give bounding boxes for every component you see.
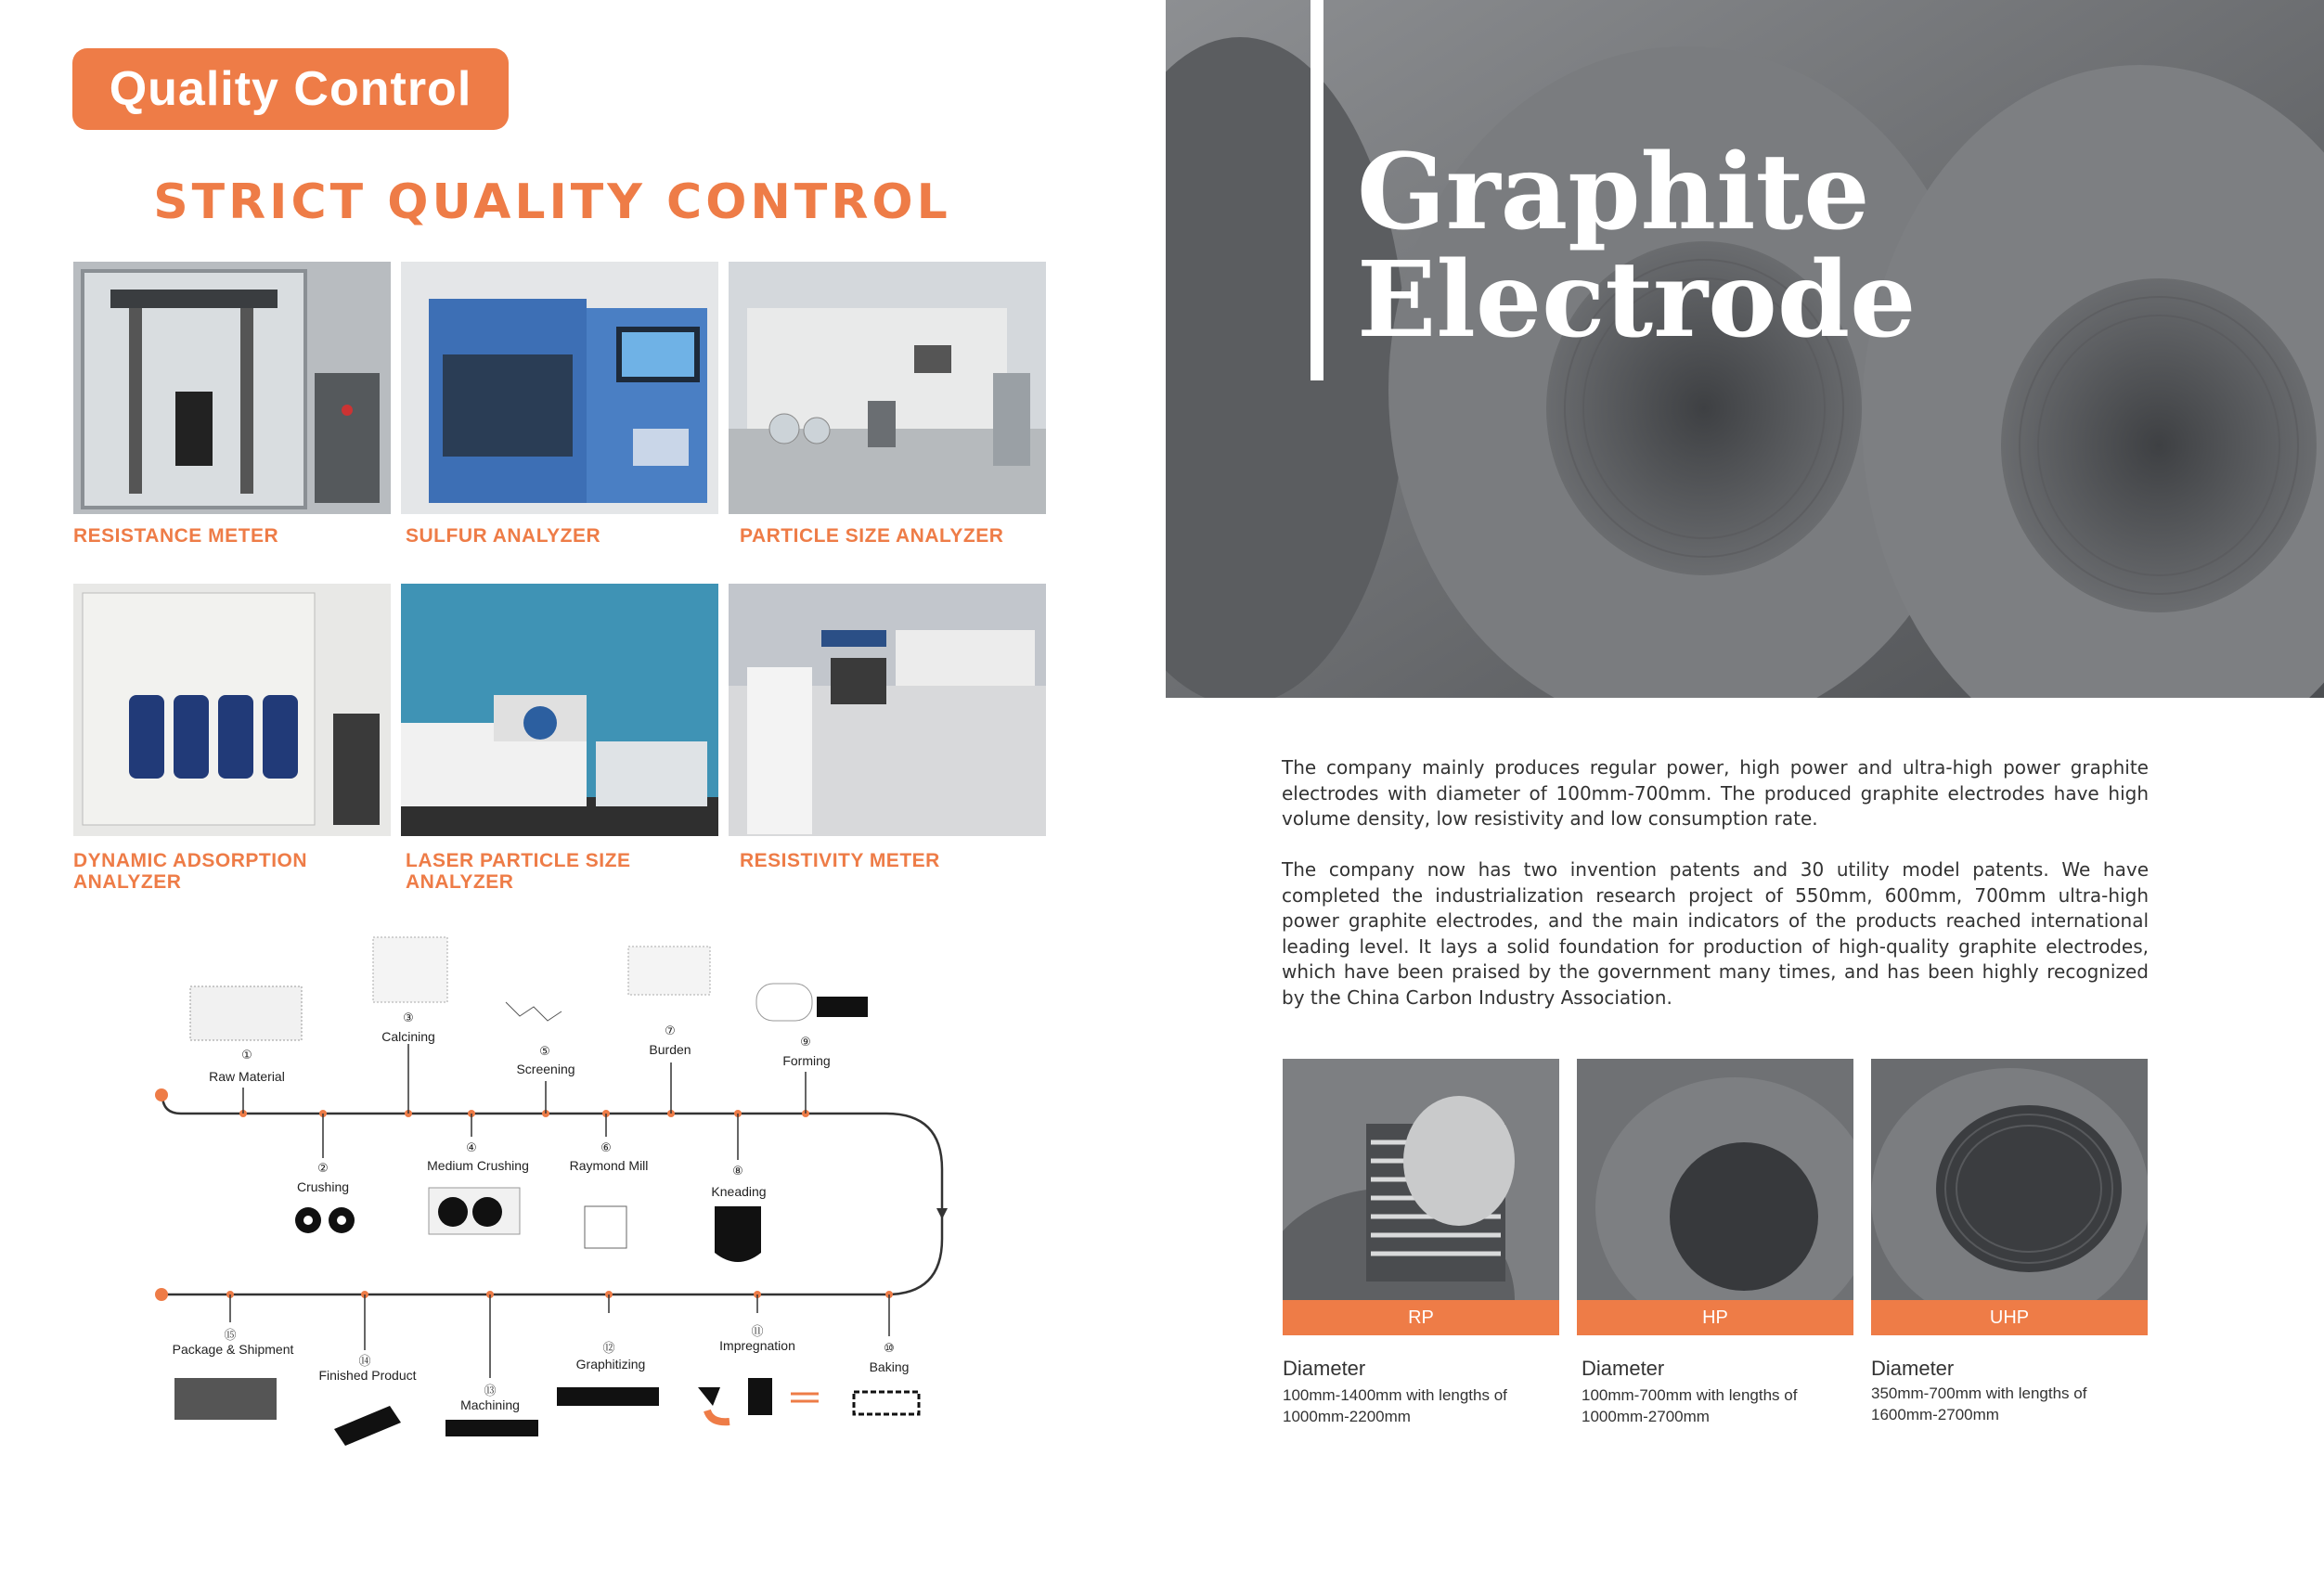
equipment-label: LASER PARTICLE SIZE ANALYZER bbox=[406, 850, 631, 893]
type-diameter-desc: 100mm-700mm with lengths of 1000mm-2700mm bbox=[1582, 1386, 1798, 1425]
step-label: Baking bbox=[869, 1359, 910, 1374]
step-label: Impregnation bbox=[719, 1338, 795, 1353]
step-label: Screening bbox=[516, 1062, 575, 1076]
step-number: ⑫ bbox=[602, 1342, 615, 1356]
equipment-label: RESISTANCE METER bbox=[73, 525, 279, 547]
section-badge: Quality Control bbox=[72, 48, 509, 130]
step-label: Burden bbox=[649, 1042, 691, 1057]
type-diameter-heading: Diameter bbox=[1582, 1357, 1665, 1380]
rp-electrode-photo bbox=[1283, 1059, 1559, 1300]
hero-title-line-1: Graphite bbox=[1357, 132, 1870, 253]
step-label: Raymond Mill bbox=[569, 1158, 649, 1173]
step-number: ⑦ bbox=[665, 1024, 676, 1038]
step-number: ⑨ bbox=[800, 1036, 811, 1050]
step-label: Raw Material bbox=[209, 1069, 285, 1084]
step-number: ① bbox=[241, 1049, 252, 1062]
type-diameter-heading: Diameter bbox=[1283, 1357, 1366, 1380]
hero-title bbox=[1357, 132, 1917, 361]
step-number: ⑤ bbox=[539, 1045, 550, 1059]
equipment-label: RESISTIVITY METER bbox=[740, 850, 940, 871]
step-number: ⑪ bbox=[751, 1325, 764, 1339]
step-number: ④ bbox=[466, 1141, 477, 1155]
hero-accent-bar bbox=[1310, 0, 1323, 380]
step-label: Graphitizing bbox=[575, 1357, 646, 1372]
step-number: ⑬ bbox=[484, 1384, 497, 1398]
step-label: Kneading bbox=[711, 1184, 767, 1199]
step-label: Finished Product bbox=[318, 1368, 417, 1383]
hero-title-line-2: Electrode bbox=[1357, 239, 1917, 361]
step-number: ③ bbox=[403, 1011, 414, 1025]
step-label: Calcining bbox=[381, 1029, 435, 1044]
equipment-label: PARTICLE SIZE ANALYZER bbox=[740, 525, 1004, 547]
uhp-electrode-photo bbox=[1871, 1059, 2148, 1300]
step-label: Machining bbox=[460, 1397, 520, 1412]
type-diameter-desc: 350mm-700mm with lengths of 1600mm-2700mm bbox=[1871, 1384, 2087, 1423]
step-number: ② bbox=[317, 1162, 329, 1176]
type-label-hp: HP bbox=[1577, 1300, 1853, 1335]
step-number: ⑮ bbox=[224, 1329, 237, 1343]
page-title: STRICT QUALITY CONTROL bbox=[153, 174, 951, 230]
type-diameter-heading: Diameter bbox=[1871, 1357, 1955, 1380]
patents-paragraph: The company now has two invention patents and 30 utility model patents. We have completed the industrialization research project of 550mm, 600mm, 700mm ultra-high power graphite electrodes, and the main indicators of the products reached international leading level. It lays a solid foundation for production of high-quality graphite electrodes, which have been praised by the government many times, and has been highly recognized by the China Carbon Industry Association. bbox=[1282, 858, 2149, 1009]
step-label: Crushing bbox=[296, 1179, 350, 1194]
step-number: ⑥ bbox=[600, 1141, 612, 1155]
hp-electrode-photo bbox=[1577, 1059, 1853, 1300]
type-diameter-desc: 100mm-1400mm with lengths of 1000mm-2200mm bbox=[1283, 1386, 1507, 1425]
step-label: Forming bbox=[782, 1053, 831, 1068]
step-label: Package & Shipment bbox=[172, 1342, 294, 1357]
type-label-uhp: UHP bbox=[1871, 1300, 2148, 1335]
process-flow-lines bbox=[0, 0, 1021, 1584]
step-number: ⑩ bbox=[884, 1342, 895, 1356]
intro-paragraph: The company mainly produces regular power, high power and ultra-high power graphite electrodes with diameter of 100mm-700mm. The produced graphite electrodes have high volume density, low resistivity and low consumption rate. bbox=[1282, 756, 2149, 830]
type-label-rp: RP bbox=[1283, 1300, 1559, 1335]
step-label: Medium Crushing bbox=[427, 1158, 529, 1173]
step-number: ⑧ bbox=[732, 1165, 743, 1178]
equipment-label: SULFUR ANALYZER bbox=[406, 525, 601, 547]
step-number: ⑭ bbox=[358, 1355, 371, 1369]
equipment-label: DYNAMIC ADSORPTION ANALYZER bbox=[73, 850, 308, 893]
